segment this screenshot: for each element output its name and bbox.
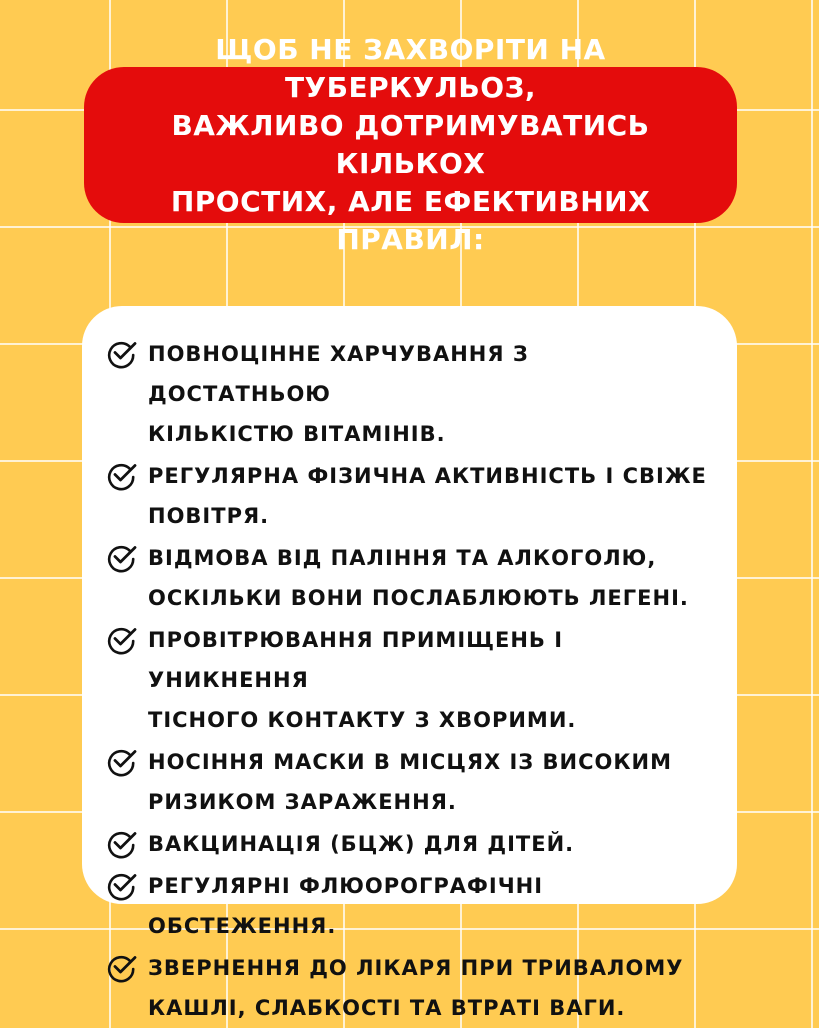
- check-circle-icon: [104, 335, 140, 371]
- rule-item: [104, 334, 717, 454]
- rule-text: ВАКЦИНАЦІЯ (БЦЖ) ДЛЯ ДІТЕЙ.: [148, 832, 575, 856]
- rule-text: НОСІННЯ МАСКИ В МІСЦЯХ ІЗ ВИСОКИМ РИЗИКОМ ЗАРАЖЕННЯ.: [148, 750, 673, 814]
- rules-card: [82, 306, 737, 1020]
- check-circle-icon: [104, 743, 140, 779]
- check-circle-icon: [104, 457, 140, 493]
- check-circle-icon: [104, 825, 140, 861]
- rule-item: [104, 620, 717, 740]
- header-banner: [84, 33, 737, 256]
- header-title: ЩОБ НЕ ЗАХВОРІТИ НА ТУБЕРКУЛЬОЗ, ВАЖЛИВО ДОТРИМУВАТИСЬ КІЛЬКОХ ПРОСТИХ, АЛЕ ЕФЕКТИВНИХ ПРАВИЛ:: [170, 33, 651, 256]
- check-circle-icon: [104, 867, 140, 903]
- rule-item: [104, 742, 717, 822]
- rule-text: ЗВЕРНЕННЯ ДО ЛІКАРЯ ПРИ ТРИВАЛОМУ КАШЛІ, СЛАБКОСТІ ТА ВТРАТІ ВАГИ.: [148, 956, 684, 1020]
- rule-item: [104, 948, 717, 1028]
- rule-text: ПРОВІТРЮВАННЯ ПРИМІЩЕНЬ І УНИКНЕННЯ ТІСНОГО КОНТАКТУ З ХВОРИМИ.: [148, 628, 577, 732]
- check-circle-icon: [104, 539, 140, 575]
- rule-text: РЕГУЛЯРНІ ФЛЮОРОГРАФІЧНІ ОБСТЕЖЕННЯ.: [148, 874, 544, 938]
- rule-item: [104, 824, 717, 864]
- rule-text: ПОВНОЦІННЕ ХАРЧУВАННЯ З ДОСТАТНЬОЮ КІЛЬКІСТЮ ВІТАМІНІВ.: [148, 342, 529, 446]
- rule-item: [104, 456, 717, 536]
- rule-text: ВІДМОВА ВІД ПАЛІННЯ ТА АЛКОГОЛЮ, ОСКІЛЬКИ ВОНИ ПОСЛАБЛЮЮТЬ ЛЕГЕНІ.: [148, 546, 689, 610]
- rule-text: РЕГУЛЯРНА ФІЗИЧНА АКТИВНІСТЬ І СВІЖЕ ПОВІТРЯ.: [148, 464, 707, 528]
- rule-item: [104, 538, 717, 618]
- rule-item: [104, 866, 717, 946]
- check-circle-icon: [104, 949, 140, 985]
- check-circle-icon: [104, 621, 140, 657]
